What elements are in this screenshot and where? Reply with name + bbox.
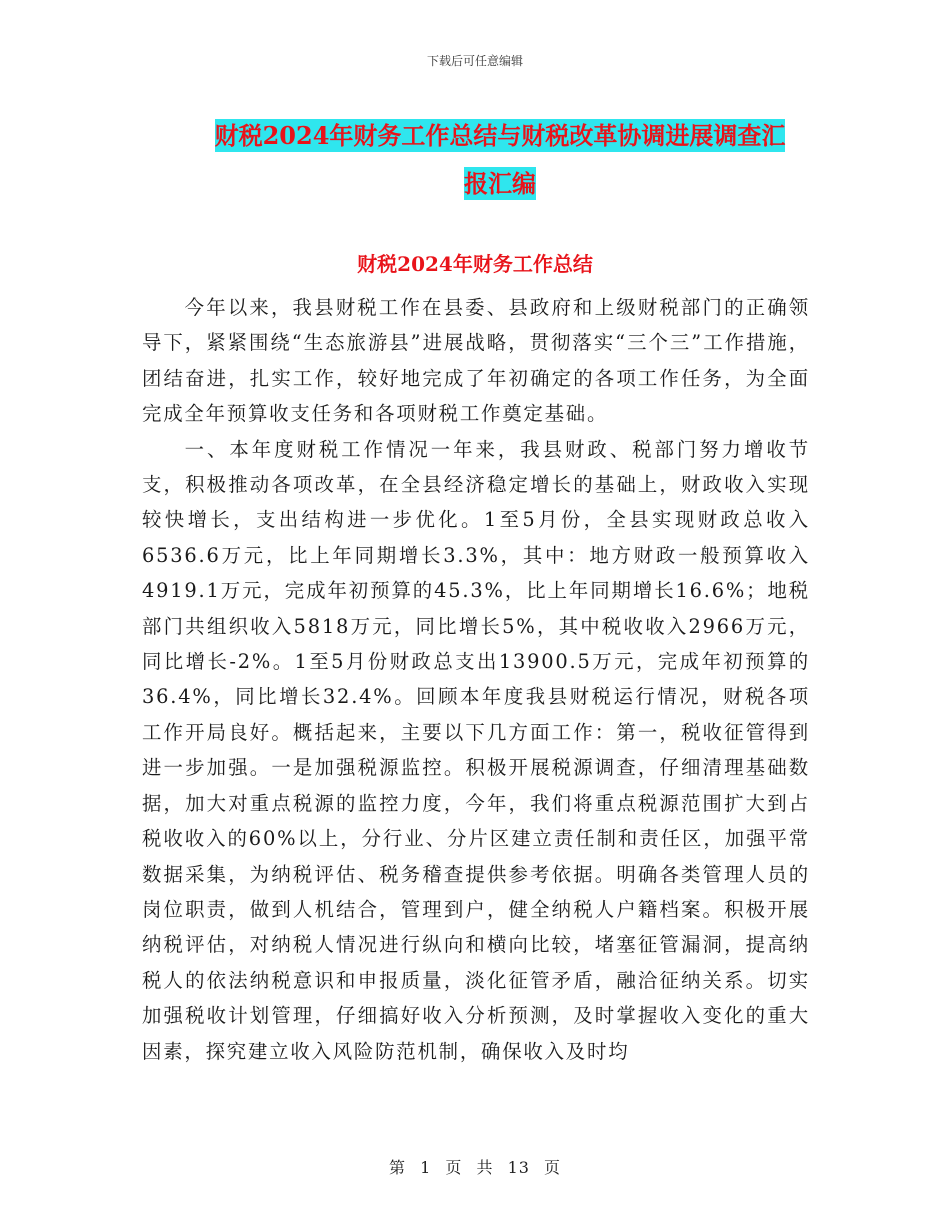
- body-text: [142, 290, 810, 1069]
- page-footer: [0, 1155, 950, 1178]
- total-page-count: 13: [507, 1158, 530, 1177]
- header-note: 下载后可任意编辑: [426, 54, 523, 68]
- document-title: [150, 112, 850, 208]
- document-title-line1: 财税2024年财务工作总结与财税改革协调进展调查汇: [214, 121, 786, 150]
- footer-suffix: 页: [544, 1158, 562, 1177]
- paragraph: 今年以来，我县财税工作在县委、县政府和上级财税部门的正确领导下，紧紧围绕“生态旅游县”进展战略，贯彻落实“三个三”工作措施，团结奋进，扎实工作，较好地完成了年初确定的各项工作任务，为全面完成全年预算收支任务和各项财税工作奠定基础。: [142, 296, 810, 426]
- current-page-number: 1: [420, 1158, 432, 1177]
- footer-total-prefix: 共: [476, 1158, 494, 1177]
- footer-middle: 页: [445, 1158, 463, 1177]
- section-title: 财税2024年财务工作总结: [357, 252, 593, 276]
- paragraph: 一、本年度财税工作情况一年来，我县财政、税部门努力增收节支，积极推动各项改革，在全县经济稳定增长的基础上，财政收入实现较快增长，支出结构进一步优化。1至5月份，全县实现财政总收入6536.6万元，比上年同期增长3.3%，其中：地方财政一般预算收入4919.1万元，完成年初预算的45.3%，比上年同期增长16.6%；地税部门共组织收入5818万元，同比增长5%，其中税收收入2966万元，同比增长-2%。1至5月份财政总支出13900.5万元，完成年初预算的36.4%，同比增长32.4%。回顾本年度我县财税运行情况，财税各项工作开局良好。概括起来，主要以下几方面工作：第一，税收征管得到进一步加强。一是加强税源监控。积极开展税源调查，仔细清理基础数据，加大对重点税源的监控力度，今年，我们将重点税源范围扩大到占税收收入的60%以上，分行业、分片区建立责任制和责任区，加强平常数据采集，为纳税评估、税务稽查提供参考依据。明确各类管理人员的岗位职责，做到人机结合，管理到户，健全纳税人户籍档案。积极开展纳税评估，对纳税人情况进行纵向和横向比较，堵塞征管漏洞，提高纳税人的依法纳税意识和申报质量，淡化征管矛盾，融洽征纳关系。切实加强税收计划管理，仔细搞好收入分析预测，及时掌握收入变化的重大因素，探究建立收入风险防范机制，确保收入及时均: [142, 437, 810, 1063]
- footer-prefix: 第: [388, 1158, 406, 1177]
- document-title-line2: 报汇编: [464, 169, 536, 198]
